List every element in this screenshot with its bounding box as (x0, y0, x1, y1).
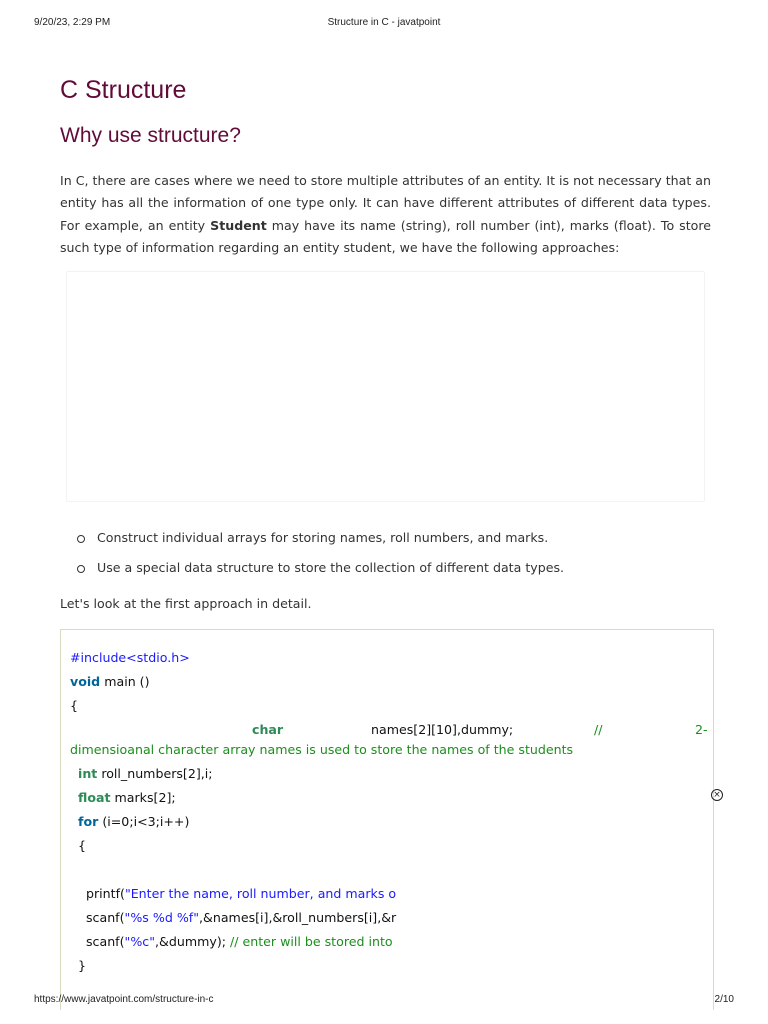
code-line (695, 721, 708, 739)
code-text: printf( (86, 886, 125, 901)
code-line (78, 789, 176, 807)
intro-bold-term: Student (210, 217, 267, 233)
code-line (78, 837, 86, 855)
code-text: ,&names[i],&roll_numbers[i],&r (199, 910, 397, 925)
code-keyword: void (70, 674, 101, 689)
code-comment: 2- (695, 722, 708, 737)
code-text: names[2][10],dummy; (371, 722, 514, 737)
circle-bullet-icon (77, 565, 85, 573)
intro-text-end: may have its name (string), roll number (int), marks (float). To store such type of information regarding an entity student, we have the following approaches: (60, 217, 712, 255)
code-text: ,&dummy); (155, 934, 230, 949)
code-comment: // enter will be stored into (229, 934, 393, 949)
list-item-text: Construct individual arrays for storing names, roll numbers, and marks. (97, 530, 549, 545)
code-comment: dimensioanal character array names is used to store the names of the students (70, 742, 574, 757)
code-line (70, 673, 150, 691)
code-text: } (78, 958, 87, 973)
code-keyword: for (78, 814, 99, 829)
code-line (78, 957, 86, 975)
code-string: "%s %d %f" (124, 910, 200, 925)
code-text: marks[2]; (110, 790, 176, 805)
code-text: { (78, 838, 87, 853)
code-line (252, 721, 283, 739)
list-item-text: Use a special data structure to store the collection of different data types. (97, 559, 565, 575)
code-text: scanf( (86, 910, 125, 925)
ad-placeholder (66, 271, 705, 502)
code-text: roll_numbers[2],i; (97, 766, 213, 781)
lead-paragraph: Let's look at the first approach in detail. (60, 596, 312, 611)
code-keyword: char (252, 722, 284, 737)
print-date: 9/20/23, 2:29 PM (34, 17, 111, 28)
code-keyword: float (78, 790, 111, 805)
page-title: C Structure (60, 76, 187, 104)
code-keyword: int (78, 766, 98, 781)
code-line (70, 697, 78, 715)
approach-list (60, 528, 720, 587)
code-line (86, 885, 396, 903)
print-title: Structure in C - javatpoint (327, 17, 441, 28)
preprocessor-directive: #include<stdio.h> (70, 650, 190, 665)
list-item (60, 558, 720, 588)
print-footer-url: https://www.javatpoint.com/structure-in-c (34, 994, 214, 1005)
code-line (371, 721, 513, 739)
code-line (70, 649, 190, 667)
code-string: "Enter the name, roll number, and marks o (124, 886, 397, 901)
code-text: scanf( (86, 934, 125, 949)
code-text: { (70, 698, 79, 713)
code-line (594, 721, 603, 739)
intro-text-start: In C, there are cases where we need to store multiple attributes of an entity. It is not necessary that an entity has all the information of one type only. It can have different attributes of different data types. For example, an entity (60, 173, 711, 233)
code-comment: // (594, 722, 603, 737)
code-line (86, 933, 393, 951)
intro-paragraph (60, 170, 711, 259)
list-item (60, 528, 720, 558)
code-text: (i=0;i<3;i++) (98, 814, 190, 829)
code-line (78, 765, 213, 783)
print-footer-page-number: 2/10 (714, 994, 734, 1005)
code-line (78, 813, 189, 831)
code-line (70, 741, 573, 759)
code-block (60, 629, 714, 1010)
circle-bullet-icon (77, 535, 85, 543)
section-heading: Why use structure? (60, 124, 241, 147)
close-circle-icon[interactable]: × (711, 789, 723, 801)
code-string: "%c" (124, 934, 156, 949)
code-line (86, 909, 396, 927)
code-text: main () (100, 674, 150, 689)
